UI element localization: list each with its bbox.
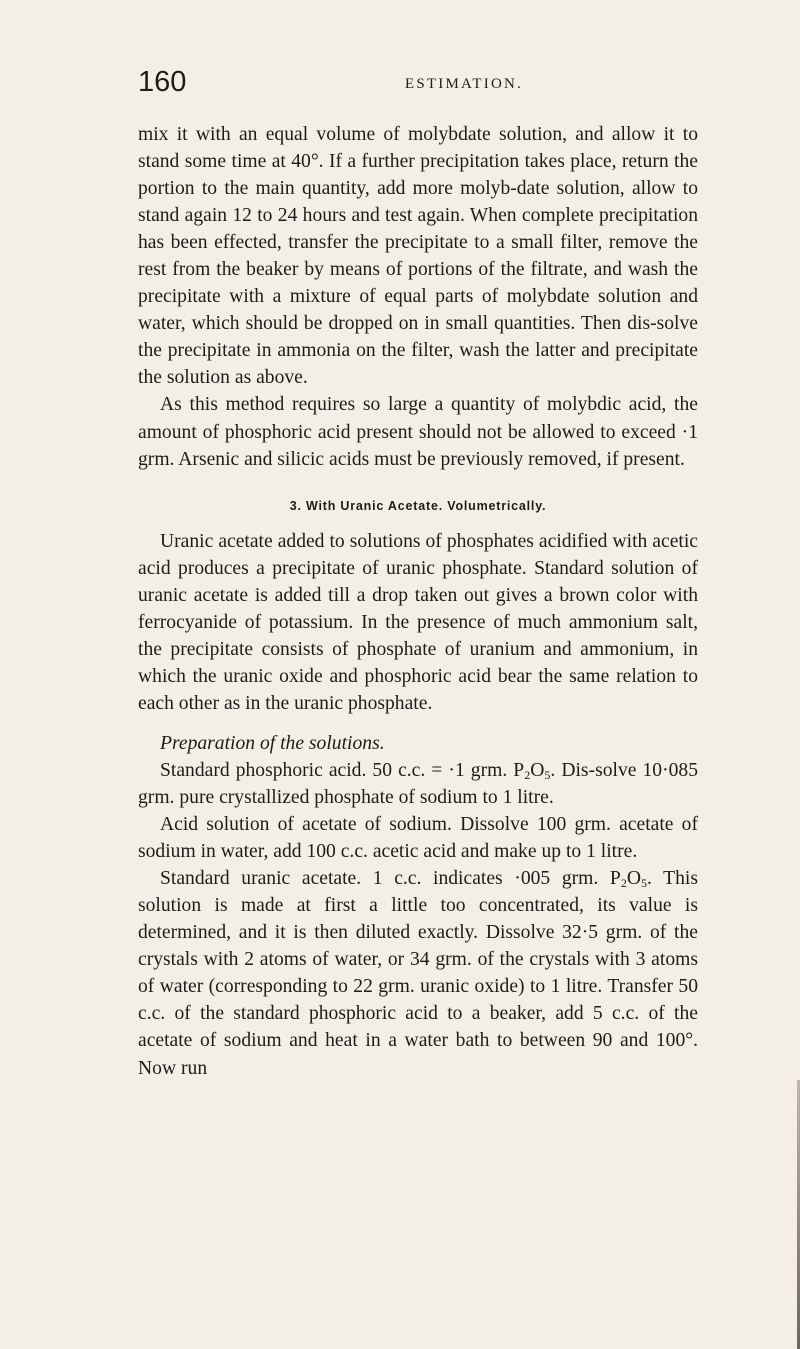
paragraph-standard-uranic [138, 865, 698, 1081]
page-number: 160 [138, 66, 187, 98]
paragraph-molybdic-limit: As this method requires so large a quantity of molybdic acid, the amount of phosphoric acid present should not be allowed to exceed ·1 grm. Arsenic and silicic acids must be previously removed, if present. [138, 394, 698, 470]
running-title: ESTIMATION. [405, 76, 523, 92]
text-run: Standard phosphoric acid. 50 c.c. = ·1 grm. P [160, 759, 525, 781]
text-run: O [626, 868, 641, 890]
text-run: . This solution is made at first a little too concentrated, its value is determined, and it is then diluted exactly. Dissolve 32·5 grm. of the crystals with 2 atoms of water, or 34 grm. of the crystals with 3 atoms of water (corresponding to 22 grm. uranic oxide) to 1 litre. Transfer 50 c.c. of the standard phosphoric acid to a beaker, add 5 c.c. of the acetate of sodium and heat in a water bath to between 90 and 100°. Now run [138, 868, 698, 1079]
paragraph-uranic-acetate: Uranic acetate added to solutions of phosphates acidified with acetic acid produces a precipitate of uranic phosphate. Standard solution of uranic acetate is added till a drop taken out gives a brown color with ferrocyanide of potassium. In the presence of much ammonium salt, the precipitate consists of phosphate of uranium and ammonium, in which the uranic oxide and phosphoric acid bear the same relation to each other as in the uranic phosphate. [138, 530, 698, 714]
preparation-heading [138, 730, 698, 757]
subscript: 5 [544, 767, 551, 782]
subscript: 5 [640, 876, 647, 891]
running-head [124, 66, 704, 106]
text-run: . Dis-solve 10·085 grm. pure crystallized phosphate of sodium to 1 litre. [138, 759, 698, 809]
body-text [138, 121, 698, 1082]
paragraph-continuation: mix it with an equal volume of molybdate solution, and allow it to stand some time at 40°. If a further precipitation takes place, return the portion to the main quantity, add more molyb-date solution, allow to stand again 12 to 24 hours and test again. When complete precipitation has been effected, transfer the precipitate to a small filter, remove the rest from the beaker by means of portions of the filtrate, and wash the precipitate with a mixture of equal parts of molybdate solution and water, which should be dropped on in small quantities. Then dis-solve the precipitate in ammonia on the filter, wash the latter and precipitate the solution as above. [138, 124, 698, 389]
subscript: 2 [620, 876, 627, 891]
paragraph-standard-phosphoric [138, 757, 698, 811]
text-run: Standard uranic acetate. 1 c.c. indicates ·005 grm. P [160, 868, 621, 890]
text-run: O [530, 759, 545, 781]
section-heading: 3. With Uranic Acetate. Volumetrically. [289, 498, 547, 513]
paragraph-acetate-sodium: Acid solution of acetate of sodium. Dissolve 100 grm. acetate of sodium in water, add 100 c.c. acetic acid and make up to 1 litre. [138, 814, 698, 863]
subscript: 2 [524, 767, 531, 782]
preparation-title: Preparation of the solutions. [160, 732, 385, 754]
